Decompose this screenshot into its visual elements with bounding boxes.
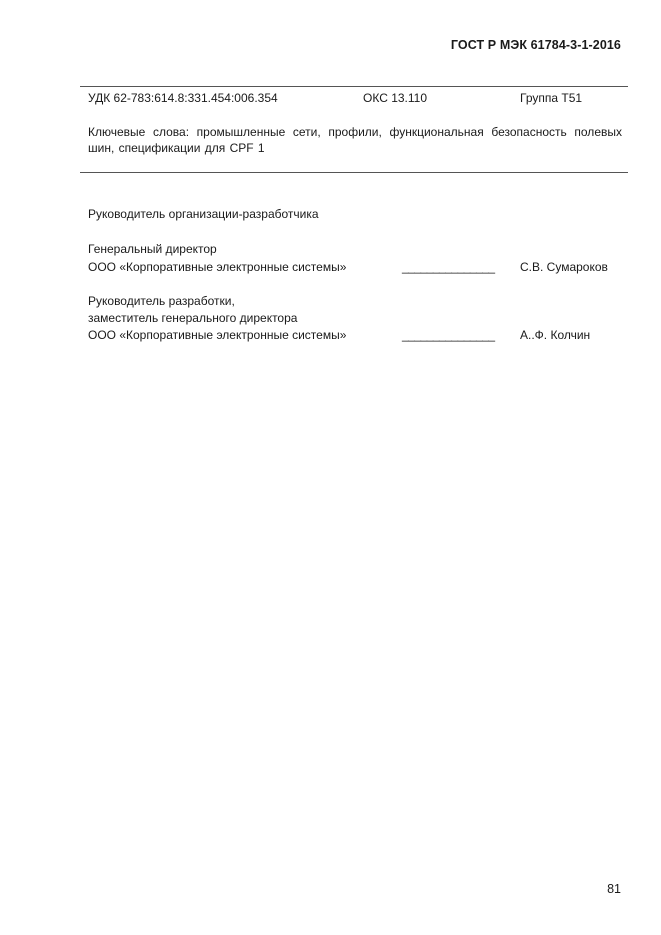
bottom-divider — [80, 172, 628, 173]
development-head-position: Руководитель разработки, — [88, 294, 235, 308]
group-code: Группа Т51 — [520, 91, 583, 105]
keywords-paragraph: Ключевые слова: промышленные сети, профили, функциональная безопасность полевых шин, спецификации для CPF 1 — [88, 125, 622, 155]
development-head-signature-line: _______________ — [402, 328, 495, 342]
classification-row — [88, 91, 628, 107]
general-director-name: С.В. Сумароков — [520, 260, 608, 274]
deputy-director-position: заместитель генерального директора — [88, 311, 298, 325]
document-code: ГОСТ Р МЭК 61784-3-1-2016 — [450, 38, 621, 52]
org-head-title: Руководитель организации-разработчика — [88, 207, 319, 221]
development-head-name: А..Ф. Колчин — [520, 328, 591, 342]
general-director-organization: ООО «Корпоративные электронные системы» — [88, 260, 347, 274]
general-director-position: Генеральный директор — [88, 242, 217, 256]
page-number: 81 — [607, 882, 621, 896]
oks-code: ОКС 13.110 — [363, 91, 428, 105]
udk-code: УДК 62-783:614.8:331.454:006.354 — [88, 91, 278, 105]
development-head-organization: ООО «Корпоративные электронные системы» — [88, 328, 347, 342]
top-divider — [80, 86, 628, 87]
general-director-signature-line: _______________ — [402, 260, 495, 274]
